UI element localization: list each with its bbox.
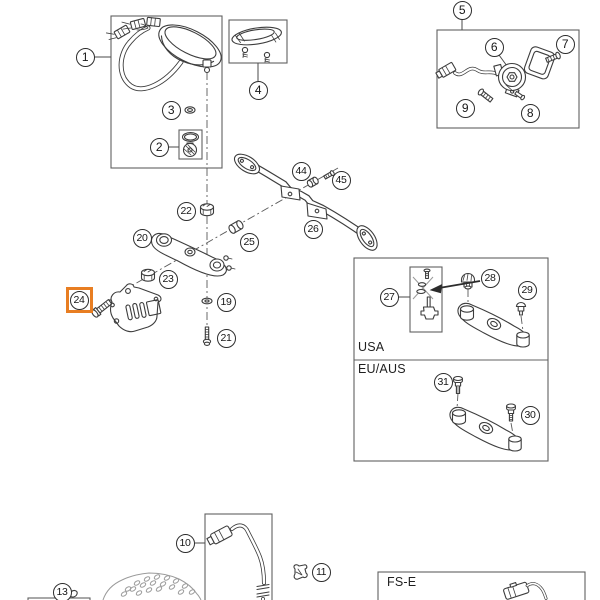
speedo-cable-10 (206, 525, 269, 600)
callout-23[interactable]: 23 (159, 270, 178, 289)
callout-29[interactable]: 29 (518, 281, 537, 300)
fs-e-label: FS-E (387, 575, 417, 589)
nut-23 (142, 269, 155, 281)
sensor-plug (435, 62, 456, 79)
bushing-25 (228, 220, 245, 235)
callout-28[interactable]: 28 (481, 269, 500, 288)
callout-8[interactable]: 8 (521, 104, 540, 123)
eu-aus-kit (450, 377, 521, 452)
part-3-cap (185, 107, 195, 113)
callout-31[interactable]: 31 (434, 373, 453, 392)
washer-19 (202, 298, 212, 304)
clip-11 (294, 565, 307, 579)
usa-label: USA (358, 340, 385, 354)
callout-44[interactable]: 44 (292, 162, 311, 181)
steering-arm (151, 233, 235, 276)
callout-11[interactable]: 11 (312, 563, 331, 582)
bracket-plate (111, 284, 161, 332)
callout-1[interactable]: 1 (76, 48, 95, 67)
speedometer-bracket (231, 24, 283, 62)
disc-holes (121, 574, 196, 597)
valve-parts-27 (413, 269, 438, 319)
leader-lines (94, 19, 507, 543)
sensor-body (494, 64, 526, 97)
speedometer-assembly (106, 16, 228, 156)
callout-30[interactable]: 30 (521, 406, 540, 425)
fse-part (502, 575, 546, 600)
callout-22[interactable]: 22 (177, 202, 196, 221)
speedometer-head (152, 16, 228, 76)
callout-25[interactable]: 25 (240, 233, 259, 252)
plug-31 (454, 377, 463, 394)
callout-19[interactable]: 19 (217, 293, 236, 312)
callout-24[interactable]: 24 (70, 291, 89, 310)
callout-10[interactable]: 10 (176, 534, 195, 553)
brake-disc (70, 573, 201, 600)
usa-kit (413, 269, 529, 347)
callout-6[interactable]: 6 (485, 38, 504, 57)
bracket-screws (242, 47, 269, 62)
callout-5[interactable]: 5 (453, 1, 472, 20)
callout-45[interactable]: 45 (332, 171, 351, 190)
callout-20[interactable]: 20 (133, 229, 152, 248)
callout-4[interactable]: 4 (249, 81, 268, 100)
nut-22 (201, 204, 214, 216)
callout-21[interactable]: 21 (217, 329, 236, 348)
screw-21 (203, 327, 210, 345)
cap-29 (516, 303, 525, 315)
callout-27[interactable]: 27 (380, 288, 399, 307)
callout-7[interactable]: 7 (556, 35, 575, 54)
plug-30 (507, 404, 516, 421)
callout-26[interactable]: 26 (304, 220, 323, 239)
sensor-magnet (523, 45, 556, 80)
callout-3[interactable]: 3 (162, 101, 181, 120)
callout-9[interactable]: 9 (456, 99, 475, 118)
eu-aus-label: EU/AUS (358, 362, 406, 376)
callout-2[interactable]: 2 (150, 138, 169, 157)
arrow-28 (431, 281, 480, 293)
part-2-seal-and-drive (183, 133, 199, 157)
screw-9 (477, 88, 493, 103)
cap-28 (462, 274, 475, 289)
callout-13[interactable]: 13 (53, 583, 72, 600)
